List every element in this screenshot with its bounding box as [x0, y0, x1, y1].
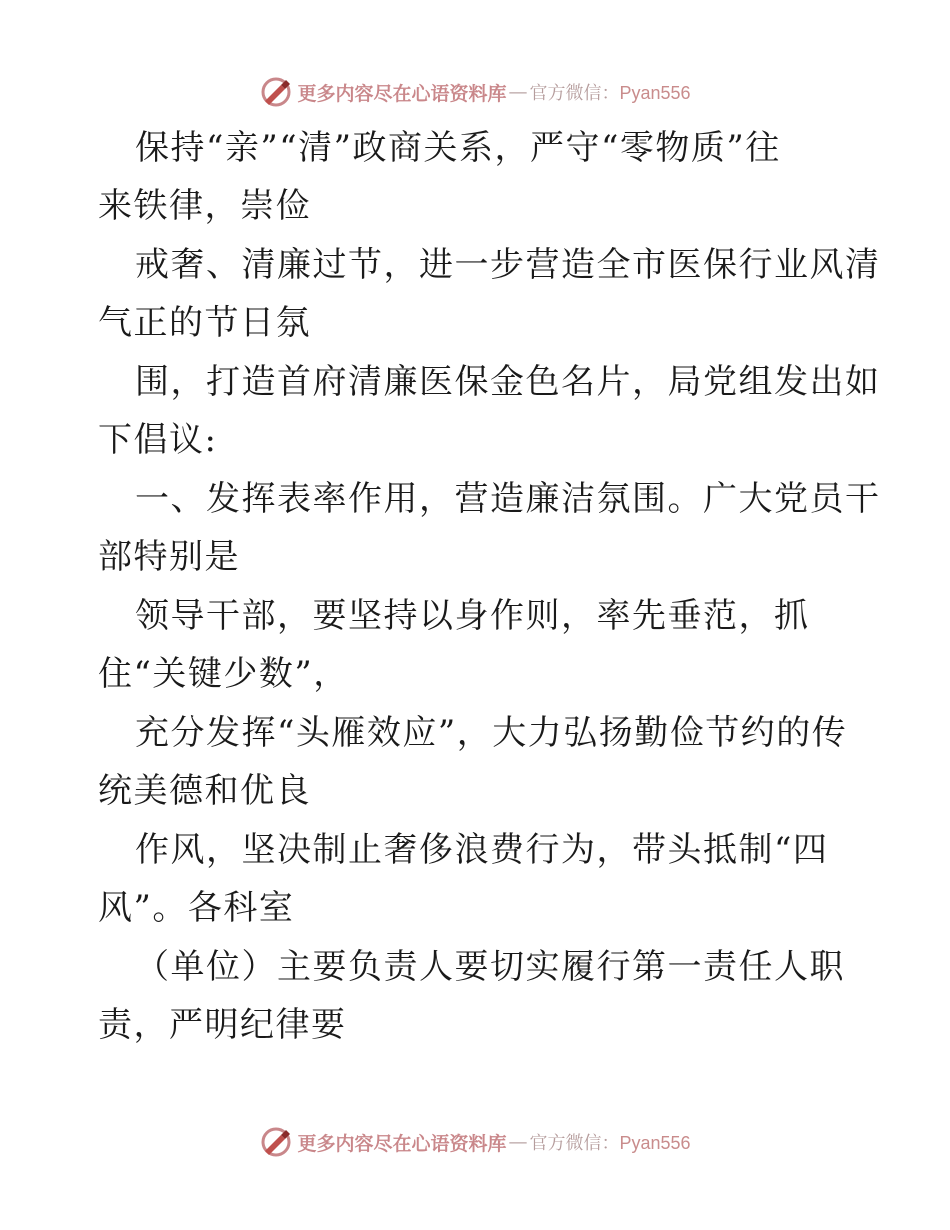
watermark-dash: —	[508, 1131, 528, 1153]
text-line: 气正的节日氛	[98, 303, 311, 343]
header-watermark	[0, 72, 950, 112]
watermark-account-id: Pyan556	[619, 83, 691, 103]
watermark-account	[529, 79, 690, 105]
watermark-site-text: 更多内容尽在心语资料库	[297, 82, 507, 105]
text-line: 作风，坚决制止奢侈浪费行为，带头抵制“四	[135, 830, 829, 870]
text-line: 一、发挥表率作用，营造廉洁氛围。广大党员干	[135, 479, 881, 519]
footer-watermark	[0, 1122, 950, 1162]
text-line: 统美德和优良	[98, 771, 311, 811]
watermark-dash: —	[508, 81, 528, 103]
text-line: 充分发挥“头雁效应”，大力弘扬勤俭节约的传	[135, 713, 848, 753]
text-line: 围，打造首府清廉医保金色名片，局党组发出如	[135, 362, 881, 402]
text-line: 责，严明纪律要	[98, 1005, 347, 1045]
pen-nib-circle-icon	[259, 1125, 293, 1159]
text-line: 戒奢、清廉过节，进一步营造全市医保行业风清	[135, 245, 881, 285]
text-line: 住“关键少数”，	[98, 654, 349, 694]
watermark-site-text: 更多内容尽在心语资料库	[297, 1132, 507, 1155]
watermark-account-id: Pyan556	[619, 1133, 691, 1153]
text-line: 下倡议:	[98, 420, 218, 460]
text-line: 保持“亲”“清”政商关系，严守“零物质”往	[135, 128, 781, 168]
watermark-account	[529, 1129, 690, 1155]
text-line: 部特别是	[98, 537, 240, 577]
text-line: 来铁律，崇俭	[98, 186, 311, 226]
text-line: 风”。各科室	[98, 888, 295, 928]
pen-nib-circle-icon	[259, 75, 293, 109]
watermark-account-prefix: 官方微信：	[529, 1133, 620, 1154]
text-line: （单位）主要负责人要切实履行第一责任人职	[135, 947, 845, 987]
watermark-account-prefix: 官方微信：	[529, 83, 620, 104]
text-line: 领导干部，要坚持以身作则，率先垂范，抓	[135, 596, 810, 636]
